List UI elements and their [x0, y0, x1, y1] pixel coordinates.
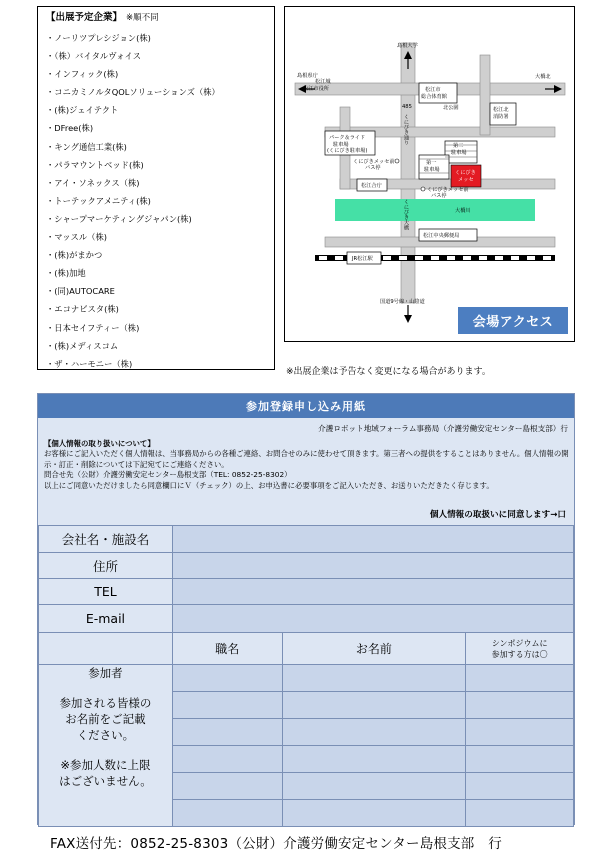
- name-column-header: お名前: [282, 633, 466, 665]
- name-input[interactable]: [282, 800, 466, 827]
- map-label-lot1a: 第一: [426, 160, 437, 166]
- registration-form: [37, 393, 575, 825]
- exhibitor-heading: 【出展予定企業】: [46, 12, 123, 23]
- position-input[interactable]: [172, 665, 282, 692]
- access-map: [284, 6, 575, 342]
- exhibitor-change-note: ※出展企業は予告なく変更になる場合があります。: [286, 367, 491, 377]
- exhibitor-item: ・キング通信工業(株): [46, 141, 127, 152]
- map-label-route9: 国道9号線・山陰道: [380, 299, 425, 305]
- participant-heading: 参加者: [88, 666, 123, 680]
- participant-row: [39, 665, 574, 692]
- map-label-chuo: 松江中央郵便局: [423, 233, 460, 239]
- map-label-fire1: 松江北: [493, 107, 509, 113]
- venue-access-badge: 会場アクセス: [458, 307, 568, 334]
- map-label-busstop1: くにびきメッセ前: [353, 159, 395, 165]
- name-input[interactable]: [282, 746, 466, 773]
- map-label-shimadai: 島根大学: [397, 43, 418, 49]
- map-label-lot2b: 駐車場: [451, 150, 467, 156]
- map-label-parkride3: (くにびき駐車場): [327, 148, 368, 154]
- email-label: E-mail: [39, 605, 173, 633]
- address-row: [39, 553, 574, 579]
- map-label-lot2a: 第二: [453, 143, 464, 149]
- tel-input[interactable]: [172, 579, 573, 605]
- exhibitor-item: ・ザ・ハーモニー（株): [46, 358, 133, 369]
- symposium-input[interactable]: [466, 773, 574, 800]
- symposium-input[interactable]: [466, 665, 574, 692]
- form-title: 参加登録申し込み用紙: [38, 394, 574, 418]
- exhibitor-item: ・マッスル（株): [46, 232, 107, 243]
- position-input[interactable]: [172, 746, 282, 773]
- map-label-prefoffice: 島根県庁: [297, 73, 318, 79]
- name-input[interactable]: [282, 773, 466, 800]
- order-note: ※順不同: [126, 13, 159, 23]
- map-label-messe1: くにびき: [455, 170, 476, 176]
- exhibitor-item: ・日本セイフティー（株): [46, 322, 140, 333]
- form-addressee: 介護ロボット地域フォーラム事務局（介護労働安定センター島根支部）行: [318, 424, 568, 433]
- exhibitor-list-box: [37, 6, 275, 370]
- exhibitor-item: ・コニカミノルタQOLソリューションズ（株）: [46, 87, 220, 98]
- map-label-lot1b: 駐車場: [424, 167, 440, 173]
- exhibitor-item: ・(株)メディスコム: [46, 340, 119, 351]
- map-label-route485: 485: [402, 104, 412, 110]
- exhibitor-item: ・(同)AUTOCARE: [46, 286, 115, 297]
- position-input[interactable]: [172, 773, 282, 800]
- org-row: [39, 526, 574, 553]
- name-input[interactable]: [282, 719, 466, 746]
- exhibitor-item: ・パラマウントベッド(株): [46, 159, 144, 170]
- email-input[interactable]: [172, 605, 573, 633]
- privacy-notice: [44, 439, 570, 491]
- name-input[interactable]: [282, 665, 466, 692]
- symposium-input[interactable]: [466, 692, 574, 719]
- symposium-input[interactable]: [466, 719, 574, 746]
- map-label-cityhall: 松江市役所: [303, 86, 329, 92]
- exhibitor-item: ・(株)加地: [46, 268, 86, 279]
- map-label-gym2: 総合体育館: [421, 94, 447, 100]
- participant-header-row: [39, 633, 574, 665]
- map-label-parkride1: パーク＆ライド: [329, 135, 366, 141]
- exhibitor-item: ・(株)がまかつ: [46, 250, 103, 261]
- map-label-messe2: メッセ: [458, 177, 474, 183]
- map-label-matsue: 松江城: [315, 79, 331, 85]
- map-label-station: JR松江駅: [352, 256, 373, 262]
- exhibitor-item: ・DFree(株): [46, 123, 94, 134]
- symposium-input[interactable]: [466, 746, 574, 773]
- position-input[interactable]: [172, 800, 282, 827]
- map-label-fire2: 消防署: [493, 114, 509, 120]
- position-column-header: 職名: [172, 633, 282, 665]
- map-label-busstop2: バス停: [365, 165, 381, 171]
- name-input[interactable]: [282, 692, 466, 719]
- map-drawing: [285, 7, 574, 341]
- consent-checkbox[interactable]: 個人情報の取扱いに同意します→口: [429, 510, 566, 520]
- exhibitor-item: ・トーテックアメニティ(株): [46, 195, 151, 206]
- privacy-heading: 【個人情報の取り扱いについて】: [44, 439, 155, 448]
- fax-destination: FAX送付先：0852-25-8303（公財）介護労働安定センター島根支部 行: [50, 836, 502, 852]
- map-label-kunibiki-bridge: くにびき大橋: [403, 199, 409, 231]
- map-label-ohashi: 大橋北: [535, 74, 551, 80]
- privacy-line: 以上にご同意いただけましたら同意欄口にＶ（チェック）の上、お申込書に必要事項をご記入いただき、お送りいただきたく存じます。: [44, 480, 494, 490]
- participant-instructions: 参加者 参加される皆様の お名前をご記載 ください。 ※参加人数に上限 はございません。: [39, 665, 173, 827]
- map-label-kitakoen: 北公園: [443, 105, 459, 111]
- privacy-line: 問合せ先（公財）介護労働安定センター島根支部（TEL: 0852-25-8302）: [44, 470, 292, 480]
- position-input[interactable]: [172, 692, 282, 719]
- map-label-godo: 松江合庁: [361, 183, 382, 189]
- symposium-input[interactable]: [466, 800, 574, 827]
- symposium-column-header: シンポジウムに 参加する方は〇: [466, 633, 574, 665]
- registration-table: [38, 525, 574, 827]
- exhibitor-item: ・(株)ジェイテクト: [46, 105, 119, 116]
- address-input[interactable]: [172, 553, 573, 579]
- exhibitor-item: ・インフィック(株): [46, 69, 119, 80]
- position-input[interactable]: [172, 719, 282, 746]
- privacy-line: お客様にご記入いただく個人情報は、当事務局からの各種ご連絡、お問合せのみに使わせて頂きます。第三者への提供をすることはありません。個人情報の開示・訂正・削除については下記宛てにご連絡ください。: [44, 449, 569, 469]
- org-input[interactable]: [172, 526, 573, 553]
- map-label-kunibiki-street: くにびき通り: [403, 114, 409, 146]
- map-label-busstop3: くにびきメッセ前: [427, 187, 469, 193]
- exhibitor-item: ・シャープマーケティングジャパン(株): [46, 213, 192, 224]
- map-label-river: 大橋川: [455, 208, 471, 214]
- exhibitor-item: ・ノーリツプレシジョン(株): [46, 33, 151, 43]
- map-label-parkride2: 駐車場: [333, 142, 349, 148]
- map-label-busstop4: バス停: [431, 193, 447, 199]
- tel-row: [39, 579, 574, 605]
- org-label: 会社名・施設名: [39, 526, 173, 553]
- exhibitor-list: [46, 29, 268, 373]
- exhibitor-item: ・アイ・ソネックス（株): [46, 177, 140, 188]
- exhibitor-item: ・（株）バイタルヴォイス: [46, 51, 141, 62]
- exhibitor-item: ・エコナビスタ(株): [46, 304, 119, 315]
- email-row: [39, 605, 574, 633]
- map-label-gym1: 松江市: [425, 87, 441, 93]
- tel-label: TEL: [39, 579, 173, 605]
- address-label: 住所: [39, 553, 173, 579]
